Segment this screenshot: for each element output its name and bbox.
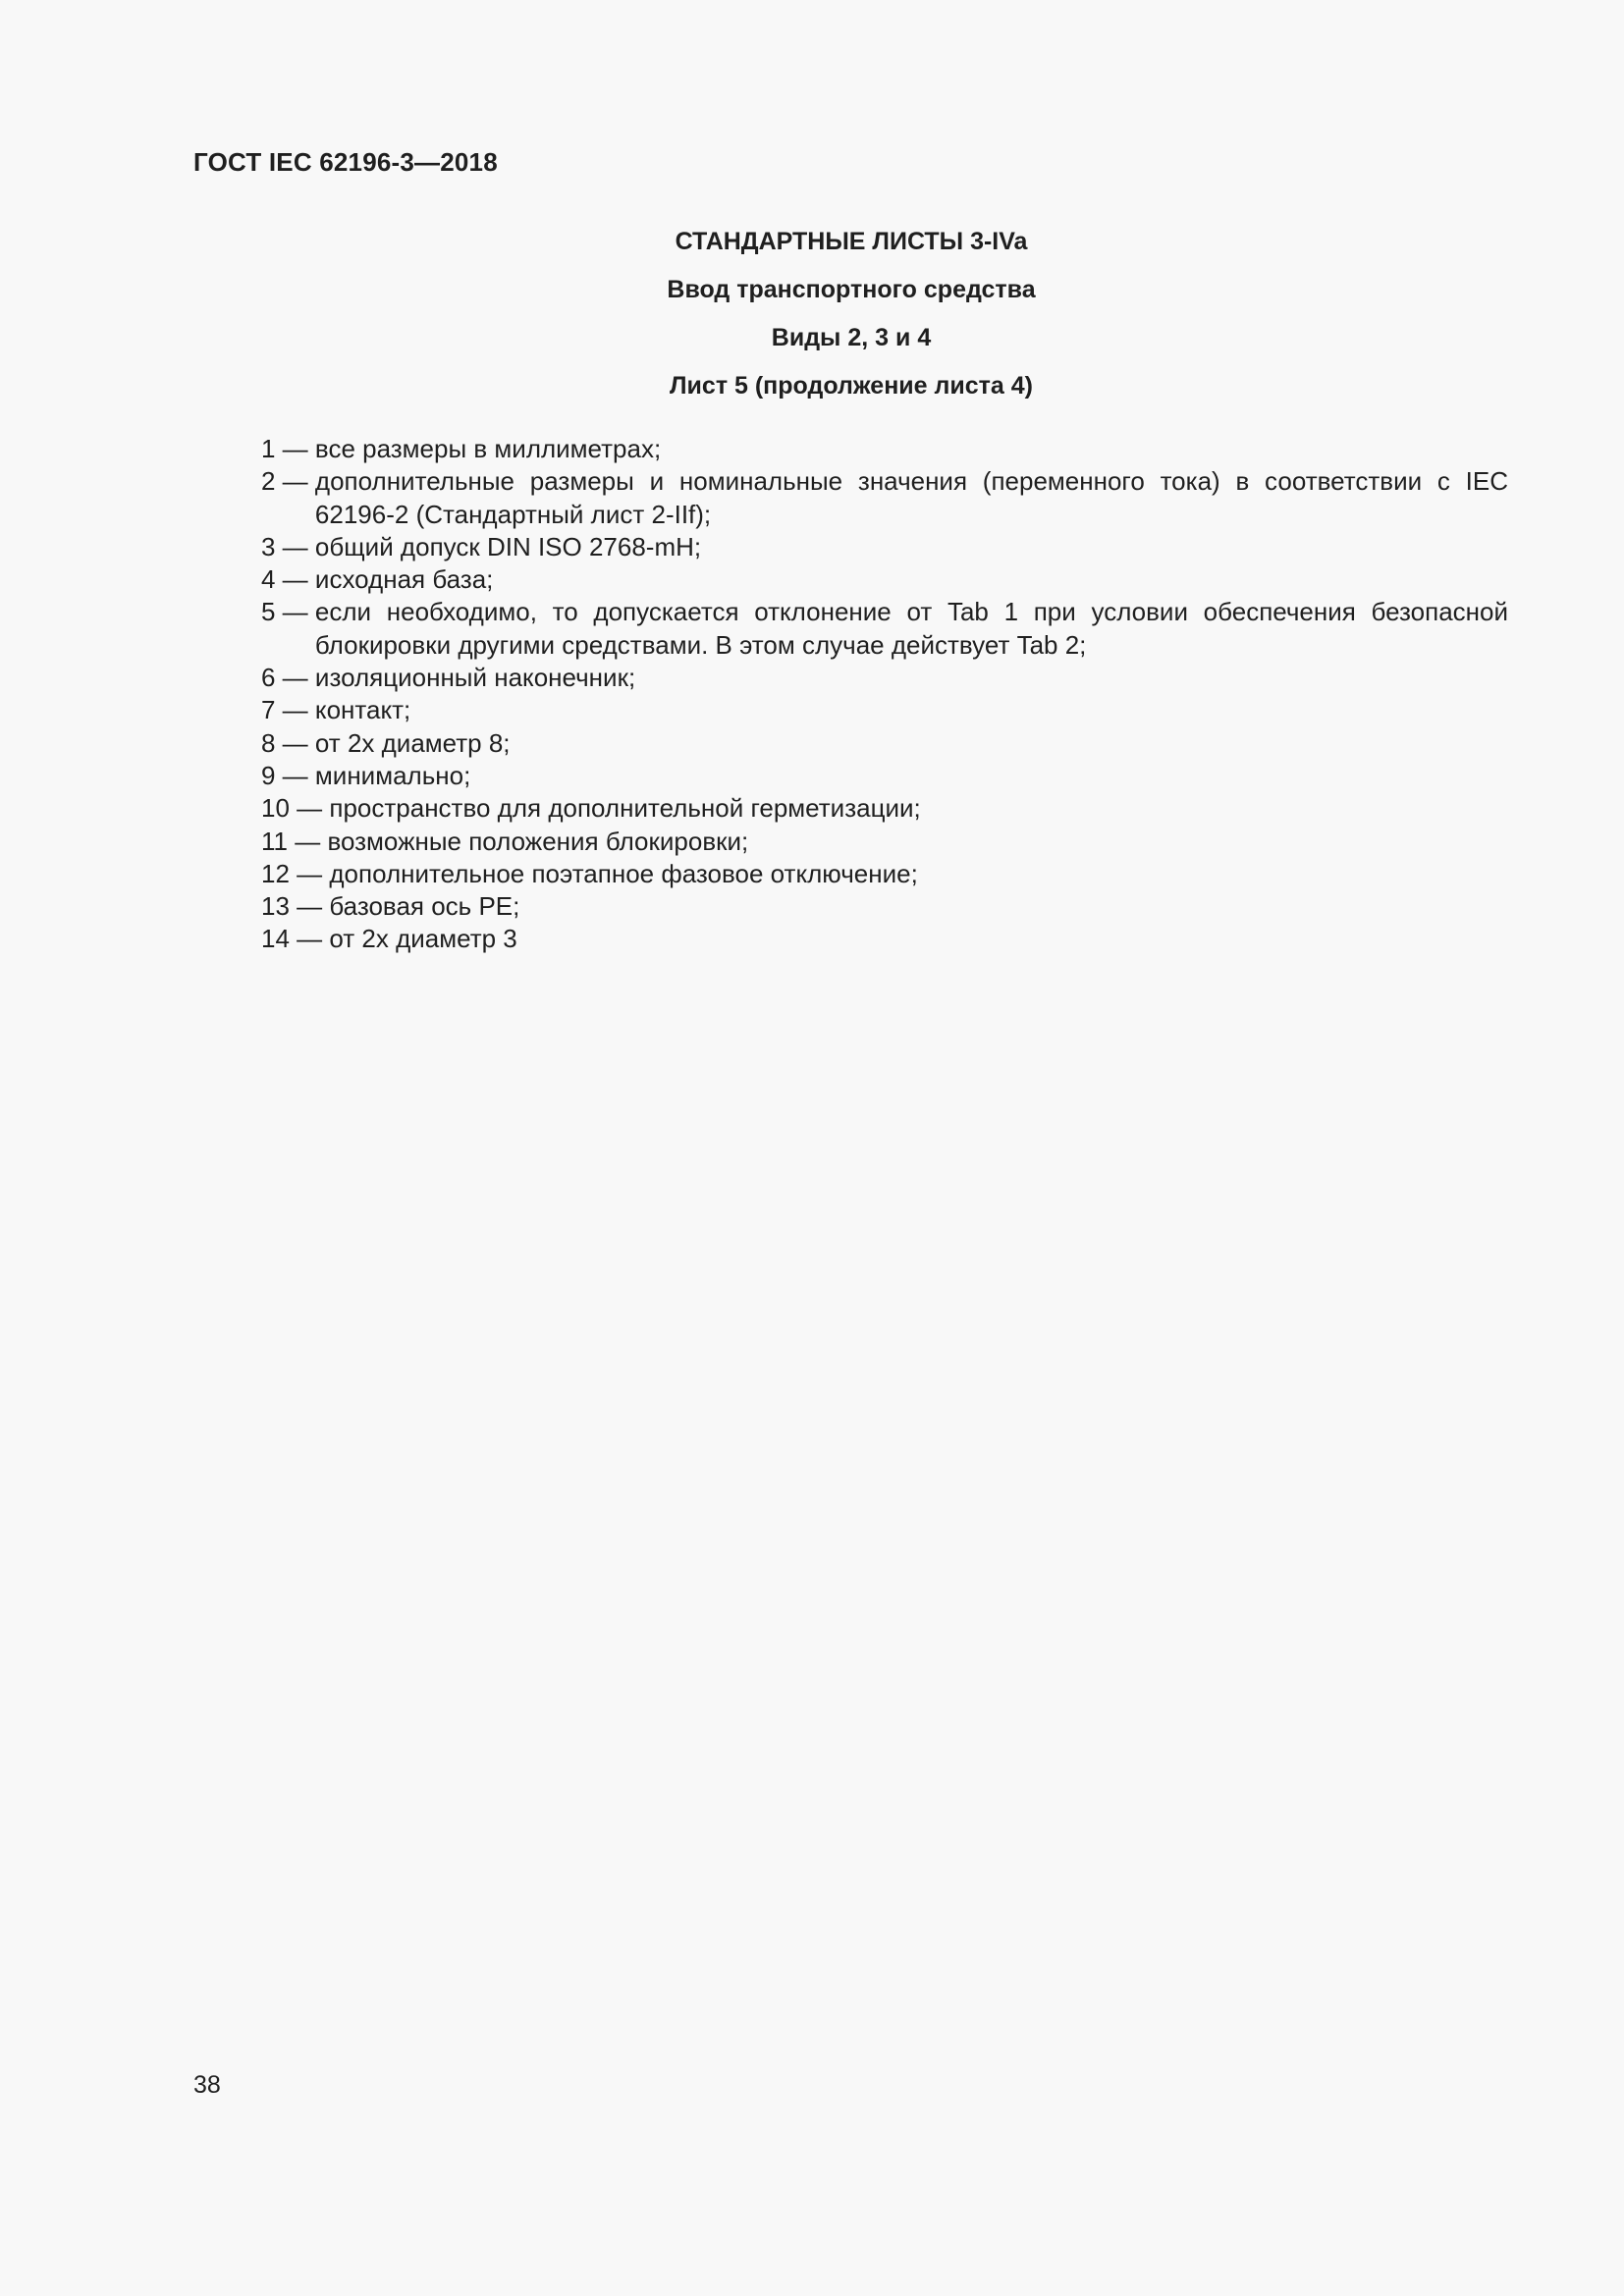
note-number: 14 — bbox=[261, 924, 330, 954]
note-text: минимально; bbox=[314, 760, 471, 790]
note-text: изоляционный наконечник; bbox=[314, 663, 636, 693]
note-number: 2 — bbox=[261, 466, 315, 497]
note-text: контакт; bbox=[314, 695, 411, 725]
note-text: общий допуск DIN ISO 2768-mH; bbox=[314, 531, 702, 561]
note-item bbox=[261, 923, 1508, 955]
note-text: исходная база; bbox=[314, 564, 494, 595]
section-views: Виды 2, 3 и 4 bbox=[771, 324, 932, 351]
note-text: дополнительные размеры и номинальные значения (переменного тока) в соответствии с IEC 62196-2 (Стандартный лист 2-IIf); bbox=[314, 466, 1508, 529]
note-item bbox=[261, 858, 1508, 890]
note-item bbox=[261, 596, 1508, 662]
note-number: 4 — bbox=[261, 564, 315, 595]
note-number: 8 — bbox=[261, 727, 315, 758]
section-title: СТАНДАРТНЫЕ ЛИСТЫ 3-IVa bbox=[675, 228, 1028, 255]
note-item bbox=[261, 531, 1508, 563]
note-number: 1 — bbox=[261, 434, 315, 463]
note-item bbox=[261, 662, 1508, 694]
note-item bbox=[261, 890, 1508, 923]
note-text: базовая ось PE; bbox=[329, 891, 520, 922]
note-number: 3 — bbox=[261, 531, 315, 561]
notes-list bbox=[261, 433, 1508, 956]
section-subtitle: Ввод транспортного средства bbox=[667, 276, 1036, 303]
note-number: 6 — bbox=[261, 663, 315, 693]
section-headings bbox=[0, 222, 1624, 414]
note-item bbox=[261, 694, 1508, 726]
note-item bbox=[261, 563, 1508, 596]
note-text: если необходимо, то допускается отклонение от Tab 1 при условии обеспечения безопасной блокировки другими средствами. В этом случае действует Tab 2; bbox=[314, 597, 1508, 660]
section-sheet: Лист 5 (продолжение листа 4) bbox=[670, 372, 1033, 400]
note-item bbox=[261, 727, 1508, 760]
note-item bbox=[261, 465, 1508, 531]
note-item bbox=[261, 760, 1508, 792]
note-text: от 2х диаметр 3 bbox=[329, 924, 517, 954]
document-standard-id: ГОСТ IEC 62196-3—2018 bbox=[193, 147, 498, 177]
note-number: 9 — bbox=[261, 760, 315, 790]
note-text: от 2х диаметр 8; bbox=[314, 727, 511, 758]
note-number: 11 — bbox=[261, 826, 328, 856]
note-text: пространство для дополнительной герметизации; bbox=[329, 793, 921, 824]
note-number: 12 — bbox=[261, 858, 330, 888]
page-number: 38 bbox=[193, 2071, 221, 2099]
note-number: 13 — bbox=[261, 891, 330, 922]
note-text: все размеры в миллиметрах; bbox=[314, 434, 662, 463]
note-item bbox=[261, 826, 1508, 858]
note-item bbox=[261, 792, 1508, 825]
note-text: возможные положения блокировки; bbox=[327, 826, 749, 856]
note-number: 5 — bbox=[261, 597, 315, 627]
note-number: 7 — bbox=[261, 695, 315, 725]
note-number: 10 — bbox=[261, 793, 330, 824]
note-item bbox=[261, 433, 1508, 465]
note-text: дополнительное поэтапное фазовое отключение; bbox=[329, 858, 918, 888]
